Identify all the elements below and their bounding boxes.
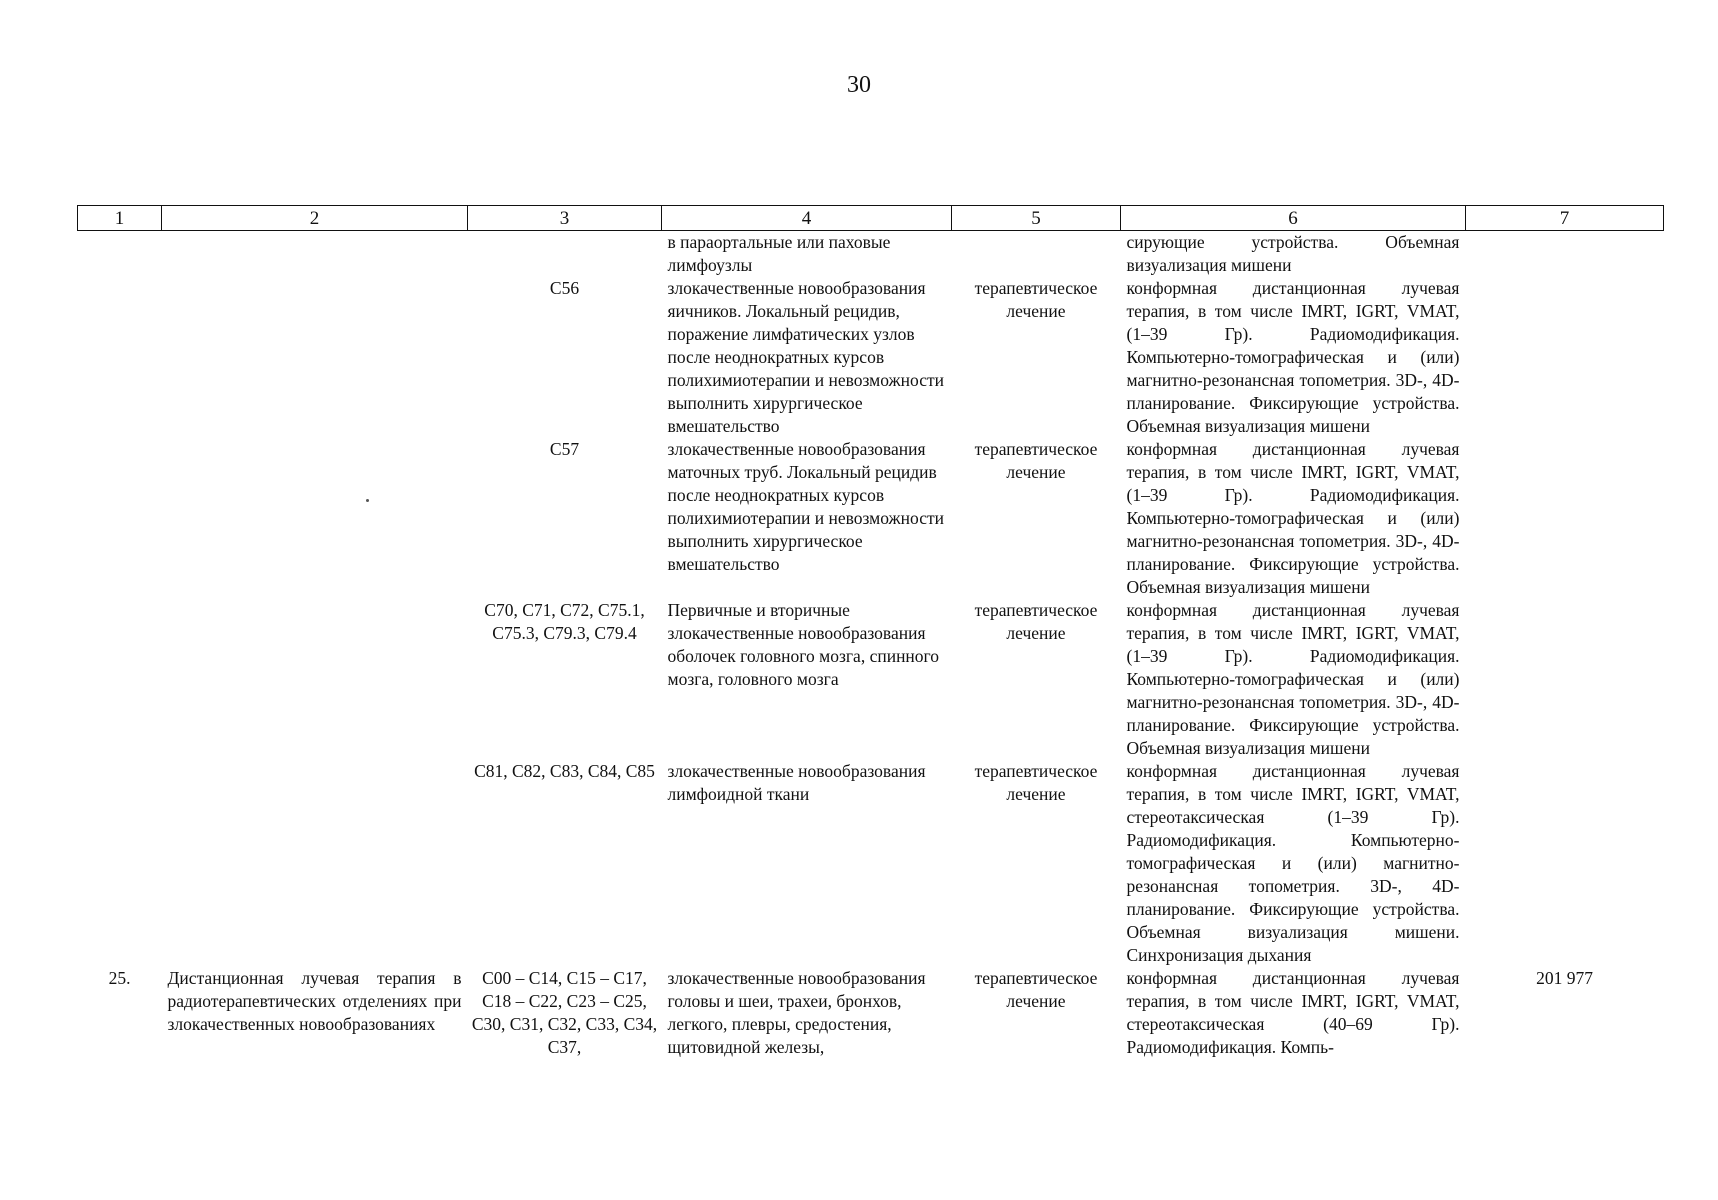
standard-cost [1466, 438, 1664, 599]
page-number: 30 [847, 72, 871, 98]
row-number [78, 231, 162, 278]
header-row [78, 206, 1664, 231]
standard-cost: 201 977 [1536, 968, 1593, 988]
patient-model: злокачественные новообразования яичников. Локальный рецидив, поражение лимфатических узлов после неоднократных курсов полихимиотерапии и невозможности выполнить хирургическое вмешательство [667, 278, 944, 436]
treatment-type [952, 231, 1121, 278]
row-number: 25. [108, 968, 131, 988]
treatment-method: сирующие устройства. Объемная визуализация мишени [1126, 232, 1460, 275]
treatment-method: конформная дистанционная лучевая терапия, в том числе IMRT, IGRT, VMAT, (1–39 Гр). Радиомодификация. Компьютерно-томографическая и (или) магнитно-резонансная топометрия. 3D-, 4D-планирование. Фиксирующие устройства. Объемная визуализация мишени [1126, 600, 1460, 758]
table-row [78, 231, 1664, 278]
service-name [162, 231, 468, 278]
table-header [78, 206, 1664, 231]
column-header-2: 2 [162, 206, 468, 231]
table-row [78, 277, 1664, 438]
treatment-type: терапевтическое лечение [974, 968, 1098, 1011]
treatment-method: конформная дистанционная лучевая терапия, в том числе IMRT, IGRT, VMAT, стереотаксическая (40–69 Гр). Радиомодификация. Компь- [1126, 968, 1460, 1057]
diagnosis-codes: С56 [549, 278, 580, 298]
patient-model: в параортальные или паховые лимфоузлы [667, 232, 891, 275]
standard-cost [1466, 599, 1664, 760]
table-body [78, 231, 1664, 1060]
diagnosis-codes: С57 [549, 439, 580, 459]
diagnosis-codes: С00 – С14, С15 – С17, С18 – С22, С23 – С25, С30, С31, С32, С33, С34, С37, [471, 968, 658, 1057]
column-header-5: 5 [952, 206, 1121, 231]
column-header-4: 4 [662, 206, 952, 231]
service-name [162, 760, 468, 967]
treatment-method: конформная дистанционная лучевая терапия, в том числе IMRT, IGRT, VMAT, стереотаксическая (1–39 Гр). Радиомодификация. Компьютерно-томографическая и (или) магнитно-резонансная топометрия. 3D-, 4D-планирование. Фиксирующие устройства. Объемная визуализация мишени. Синхронизация дыхания [1126, 761, 1460, 965]
column-header-1: 1 [78, 206, 162, 231]
treatment-method: конформная дистанционная лучевая терапия, в том числе IMRT, IGRT, VMAT, (1–39 Гр). Радиомодификация. Компьютерно-томографическая и (или) магнитно-резонансная топометрия. 3D-, 4D-планирование. Фиксирующие устройства. Объемная визуализация мишени [1126, 439, 1460, 597]
service-name: Дистанционная лучевая терапия в радиотерапевтических отделениях при злокачественных новообразованиях [167, 968, 462, 1034]
column-header-7: 7 [1466, 206, 1664, 231]
row-number [78, 438, 162, 599]
service-name [162, 599, 468, 760]
table-row [78, 438, 1664, 599]
treatment-method: конформная дистанционная лучевая терапия, в том числе IMRT, IGRT, VMAT, (1–39 Гр). Радиомодификация. Компьютерно-томографическая и (или) магнитно-резонансная топометрия. 3D-, 4D-планирование. Фиксирующие устройства. Объемная визуализация мишени [1126, 278, 1460, 436]
service-name [162, 277, 468, 438]
row-number [78, 277, 162, 438]
row-number [78, 760, 162, 967]
service-name [162, 438, 468, 599]
table-row [78, 760, 1664, 967]
table-row [78, 599, 1664, 760]
services-table [77, 205, 1664, 1059]
table-row [78, 967, 1664, 1059]
standard-cost [1466, 277, 1664, 438]
column-header-3: 3 [468, 206, 662, 231]
standard-cost [1466, 760, 1664, 967]
diagnosis-codes: С70, С71, С72, С75.1, С75.3, С79.3, С79.4 [484, 600, 645, 643]
standard-cost [1466, 231, 1664, 278]
treatment-type: терапевтическое лечение [974, 761, 1098, 804]
patient-model: злокачественные новообразования лимфоидной ткани [667, 761, 926, 804]
treatment-type: терапевтическое лечение [974, 278, 1098, 321]
treatment-type: терапевтическое лечение [974, 600, 1098, 643]
patient-model: злокачественные новообразования головы и шеи, трахеи, бронхов, легкого, плевры, средостения, щитовидной железы, [667, 968, 926, 1057]
column-header-6: 6 [1121, 206, 1466, 231]
row-number [78, 599, 162, 760]
diagnosis-codes: С81, С82, С83, С84, С85 [474, 761, 655, 781]
diagnosis-codes [468, 231, 662, 278]
treatment-type: терапевтическое лечение [974, 439, 1098, 482]
patient-model: злокачественные новообразования маточных труб. Локальный рецидив после неоднократных курсов полихимиотерапии и невозможности выполнить хирургическое вмешательство [667, 439, 944, 574]
patient-model: Первичные и вторичные злокачественные новообразования оболочек головного мозга, спинного мозга, головного мозга [667, 600, 940, 689]
